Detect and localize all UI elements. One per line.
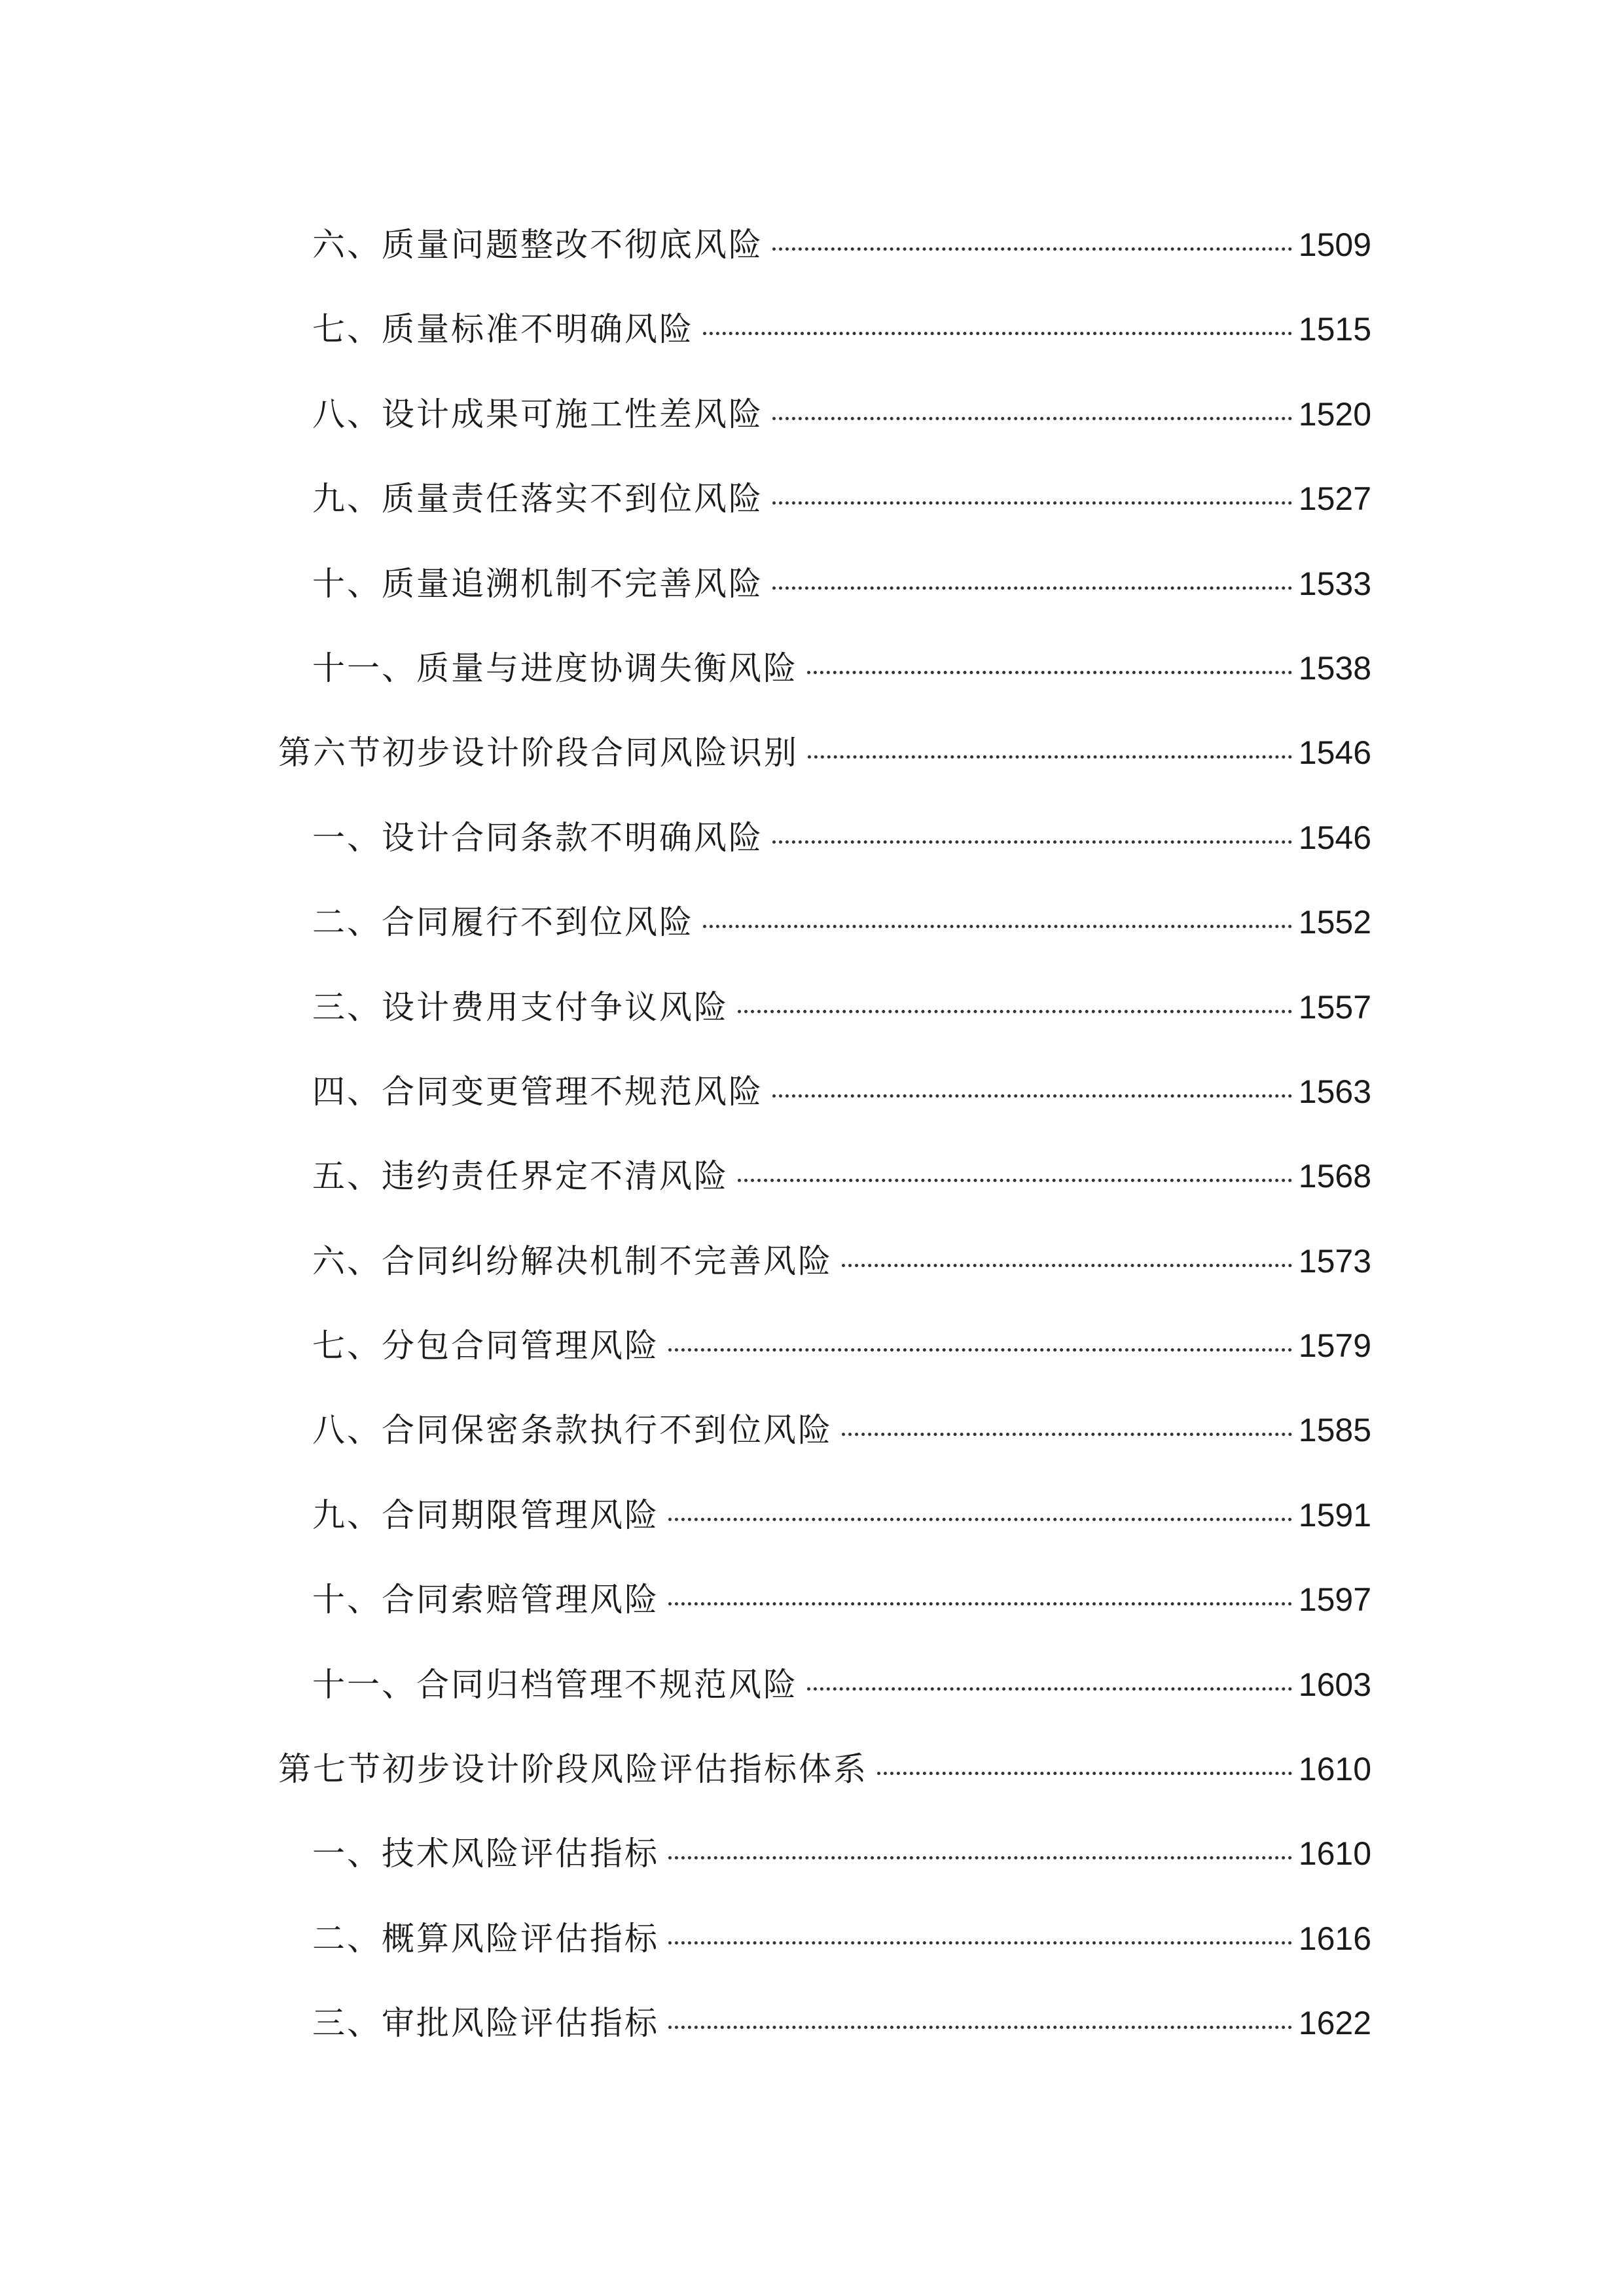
toc-page-number: 1568 bbox=[1298, 1158, 1371, 1195]
table-of-contents bbox=[278, 203, 1371, 2066]
toc-entry[interactable] bbox=[278, 1050, 1371, 1134]
toc-page-number: 1538 bbox=[1298, 649, 1371, 687]
toc-entry[interactable] bbox=[278, 457, 1371, 541]
toc-dot-leader bbox=[703, 332, 1292, 335]
toc-entry-title: 六、合同纠纷解决机制不完善风险 bbox=[312, 1242, 833, 1280]
toc-entry[interactable] bbox=[278, 542, 1371, 626]
toc-entry[interactable] bbox=[278, 1897, 1371, 1981]
toc-entry-title: 八、设计成果可施工性差风险 bbox=[312, 395, 763, 433]
toc-dot-leader bbox=[668, 1348, 1292, 1352]
toc-dot-leader bbox=[807, 671, 1292, 674]
toc-dot-leader bbox=[772, 586, 1292, 590]
toc-page-number: 1557 bbox=[1298, 988, 1371, 1026]
toc-page-number: 1546 bbox=[1298, 734, 1371, 772]
toc-page-number: 1527 bbox=[1298, 480, 1371, 518]
toc-entry[interactable] bbox=[278, 1219, 1371, 1304]
toc-entry-title: 一、技术风险评估指标 bbox=[312, 1835, 659, 1873]
toc-section-entry[interactable] bbox=[278, 711, 1371, 795]
toc-entry-title: 八、合同保密条款执行不到位风险 bbox=[312, 1411, 833, 1450]
toc-page-number: 1597 bbox=[1298, 1581, 1371, 1619]
toc-entry[interactable] bbox=[278, 965, 1371, 1050]
toc-page-number: 1520 bbox=[1298, 395, 1371, 433]
toc-entry[interactable] bbox=[278, 1981, 1371, 2066]
toc-page-number: 1573 bbox=[1298, 1242, 1371, 1280]
toc-entry[interactable] bbox=[278, 287, 1371, 372]
toc-dot-leader bbox=[772, 501, 1292, 505]
toc-entry[interactable] bbox=[278, 1473, 1371, 1558]
toc-page-number: 1591 bbox=[1298, 1496, 1371, 1534]
toc-entry-title: 三、设计费用支付争议风险 bbox=[312, 988, 729, 1026]
toc-dot-leader bbox=[668, 1602, 1292, 1605]
toc-entry-title: 二、合同履行不到位风险 bbox=[312, 903, 694, 942]
toc-page-number: 1616 bbox=[1298, 1920, 1371, 1957]
toc-page-number: 1509 bbox=[1298, 226, 1371, 263]
toc-entry-title: 三、审批风险评估指标 bbox=[312, 2004, 659, 2043]
toc-entry[interactable] bbox=[278, 1304, 1371, 1388]
toc-entry-title: 六、质量问题整改不彻底风险 bbox=[312, 226, 763, 264]
toc-entry[interactable] bbox=[278, 1558, 1371, 1642]
toc-page-number: 1552 bbox=[1298, 904, 1371, 941]
toc-dot-leader bbox=[772, 247, 1292, 251]
toc-entry[interactable] bbox=[278, 1388, 1371, 1473]
toc-entry-title: 第六节初步设计阶段合同风险识别 bbox=[278, 734, 799, 772]
toc-dot-leader bbox=[668, 2026, 1292, 2029]
toc-dot-leader bbox=[842, 1264, 1292, 1267]
toc-dot-leader bbox=[668, 1941, 1292, 1945]
toc-entry-title: 第七节初步设计阶段风险评估指标体系 bbox=[278, 1750, 868, 1789]
toc-entry[interactable] bbox=[278, 203, 1371, 287]
toc-entry-title: 五、违约责任界定不清风险 bbox=[312, 1157, 729, 1196]
toc-entry[interactable] bbox=[278, 796, 1371, 880]
toc-dot-leader bbox=[668, 1856, 1292, 1859]
toc-dot-leader bbox=[842, 1433, 1292, 1436]
toc-dot-leader bbox=[703, 925, 1292, 928]
toc-dot-leader bbox=[668, 1518, 1292, 1521]
toc-dot-leader bbox=[807, 1687, 1292, 1691]
toc-dot-leader bbox=[738, 1010, 1292, 1013]
toc-entry[interactable] bbox=[278, 1134, 1371, 1219]
toc-entry-title: 一、设计合同条款不明确风险 bbox=[312, 818, 763, 857]
toc-page-number: 1515 bbox=[1298, 311, 1371, 348]
toc-dot-leader bbox=[877, 1772, 1292, 1775]
toc-entry-title: 十、合同索赔管理风险 bbox=[312, 1581, 659, 1619]
toc-entry-title: 九、合同期限管理风险 bbox=[312, 1496, 659, 1534]
toc-dot-leader bbox=[808, 755, 1292, 759]
toc-entry-title: 十一、合同归档管理不规范风险 bbox=[312, 1665, 798, 1704]
toc-dot-leader bbox=[772, 840, 1292, 844]
toc-page-number: 1603 bbox=[1298, 1666, 1371, 1703]
toc-page-number: 1546 bbox=[1298, 819, 1371, 856]
toc-entry[interactable] bbox=[278, 880, 1371, 965]
toc-entry[interactable] bbox=[278, 1643, 1371, 1727]
toc-page-number: 1563 bbox=[1298, 1073, 1371, 1110]
toc-page-number: 1622 bbox=[1298, 2005, 1371, 2042]
toc-entry-title: 十一、质量与进度协调失衡风险 bbox=[312, 649, 798, 687]
toc-entry-title: 七、质量标准不明确风险 bbox=[312, 310, 694, 349]
toc-entry-title: 七、分包合同管理风险 bbox=[312, 1327, 659, 1365]
toc-page-number: 1610 bbox=[1298, 1751, 1371, 1788]
toc-page-number: 1579 bbox=[1298, 1327, 1371, 1365]
toc-entry[interactable] bbox=[278, 372, 1371, 457]
toc-page-number: 1585 bbox=[1298, 1412, 1371, 1449]
toc-entry-title: 九、质量责任落实不到位风险 bbox=[312, 480, 763, 518]
toc-page-number: 1533 bbox=[1298, 565, 1371, 602]
toc-section-entry[interactable] bbox=[278, 1727, 1371, 1812]
toc-dot-leader bbox=[772, 417, 1292, 420]
toc-page-number: 1610 bbox=[1298, 1835, 1371, 1873]
toc-entry-title: 二、概算风险评估指标 bbox=[312, 1919, 659, 1958]
toc-entry-title: 十、质量追溯机制不完善风险 bbox=[312, 564, 763, 603]
toc-entry[interactable] bbox=[278, 626, 1371, 711]
toc-dot-leader bbox=[738, 1179, 1292, 1182]
toc-entry-title: 四、合同变更管理不规范风险 bbox=[312, 1072, 763, 1111]
toc-dot-leader bbox=[772, 1094, 1292, 1098]
toc-entry[interactable] bbox=[278, 1812, 1371, 1896]
